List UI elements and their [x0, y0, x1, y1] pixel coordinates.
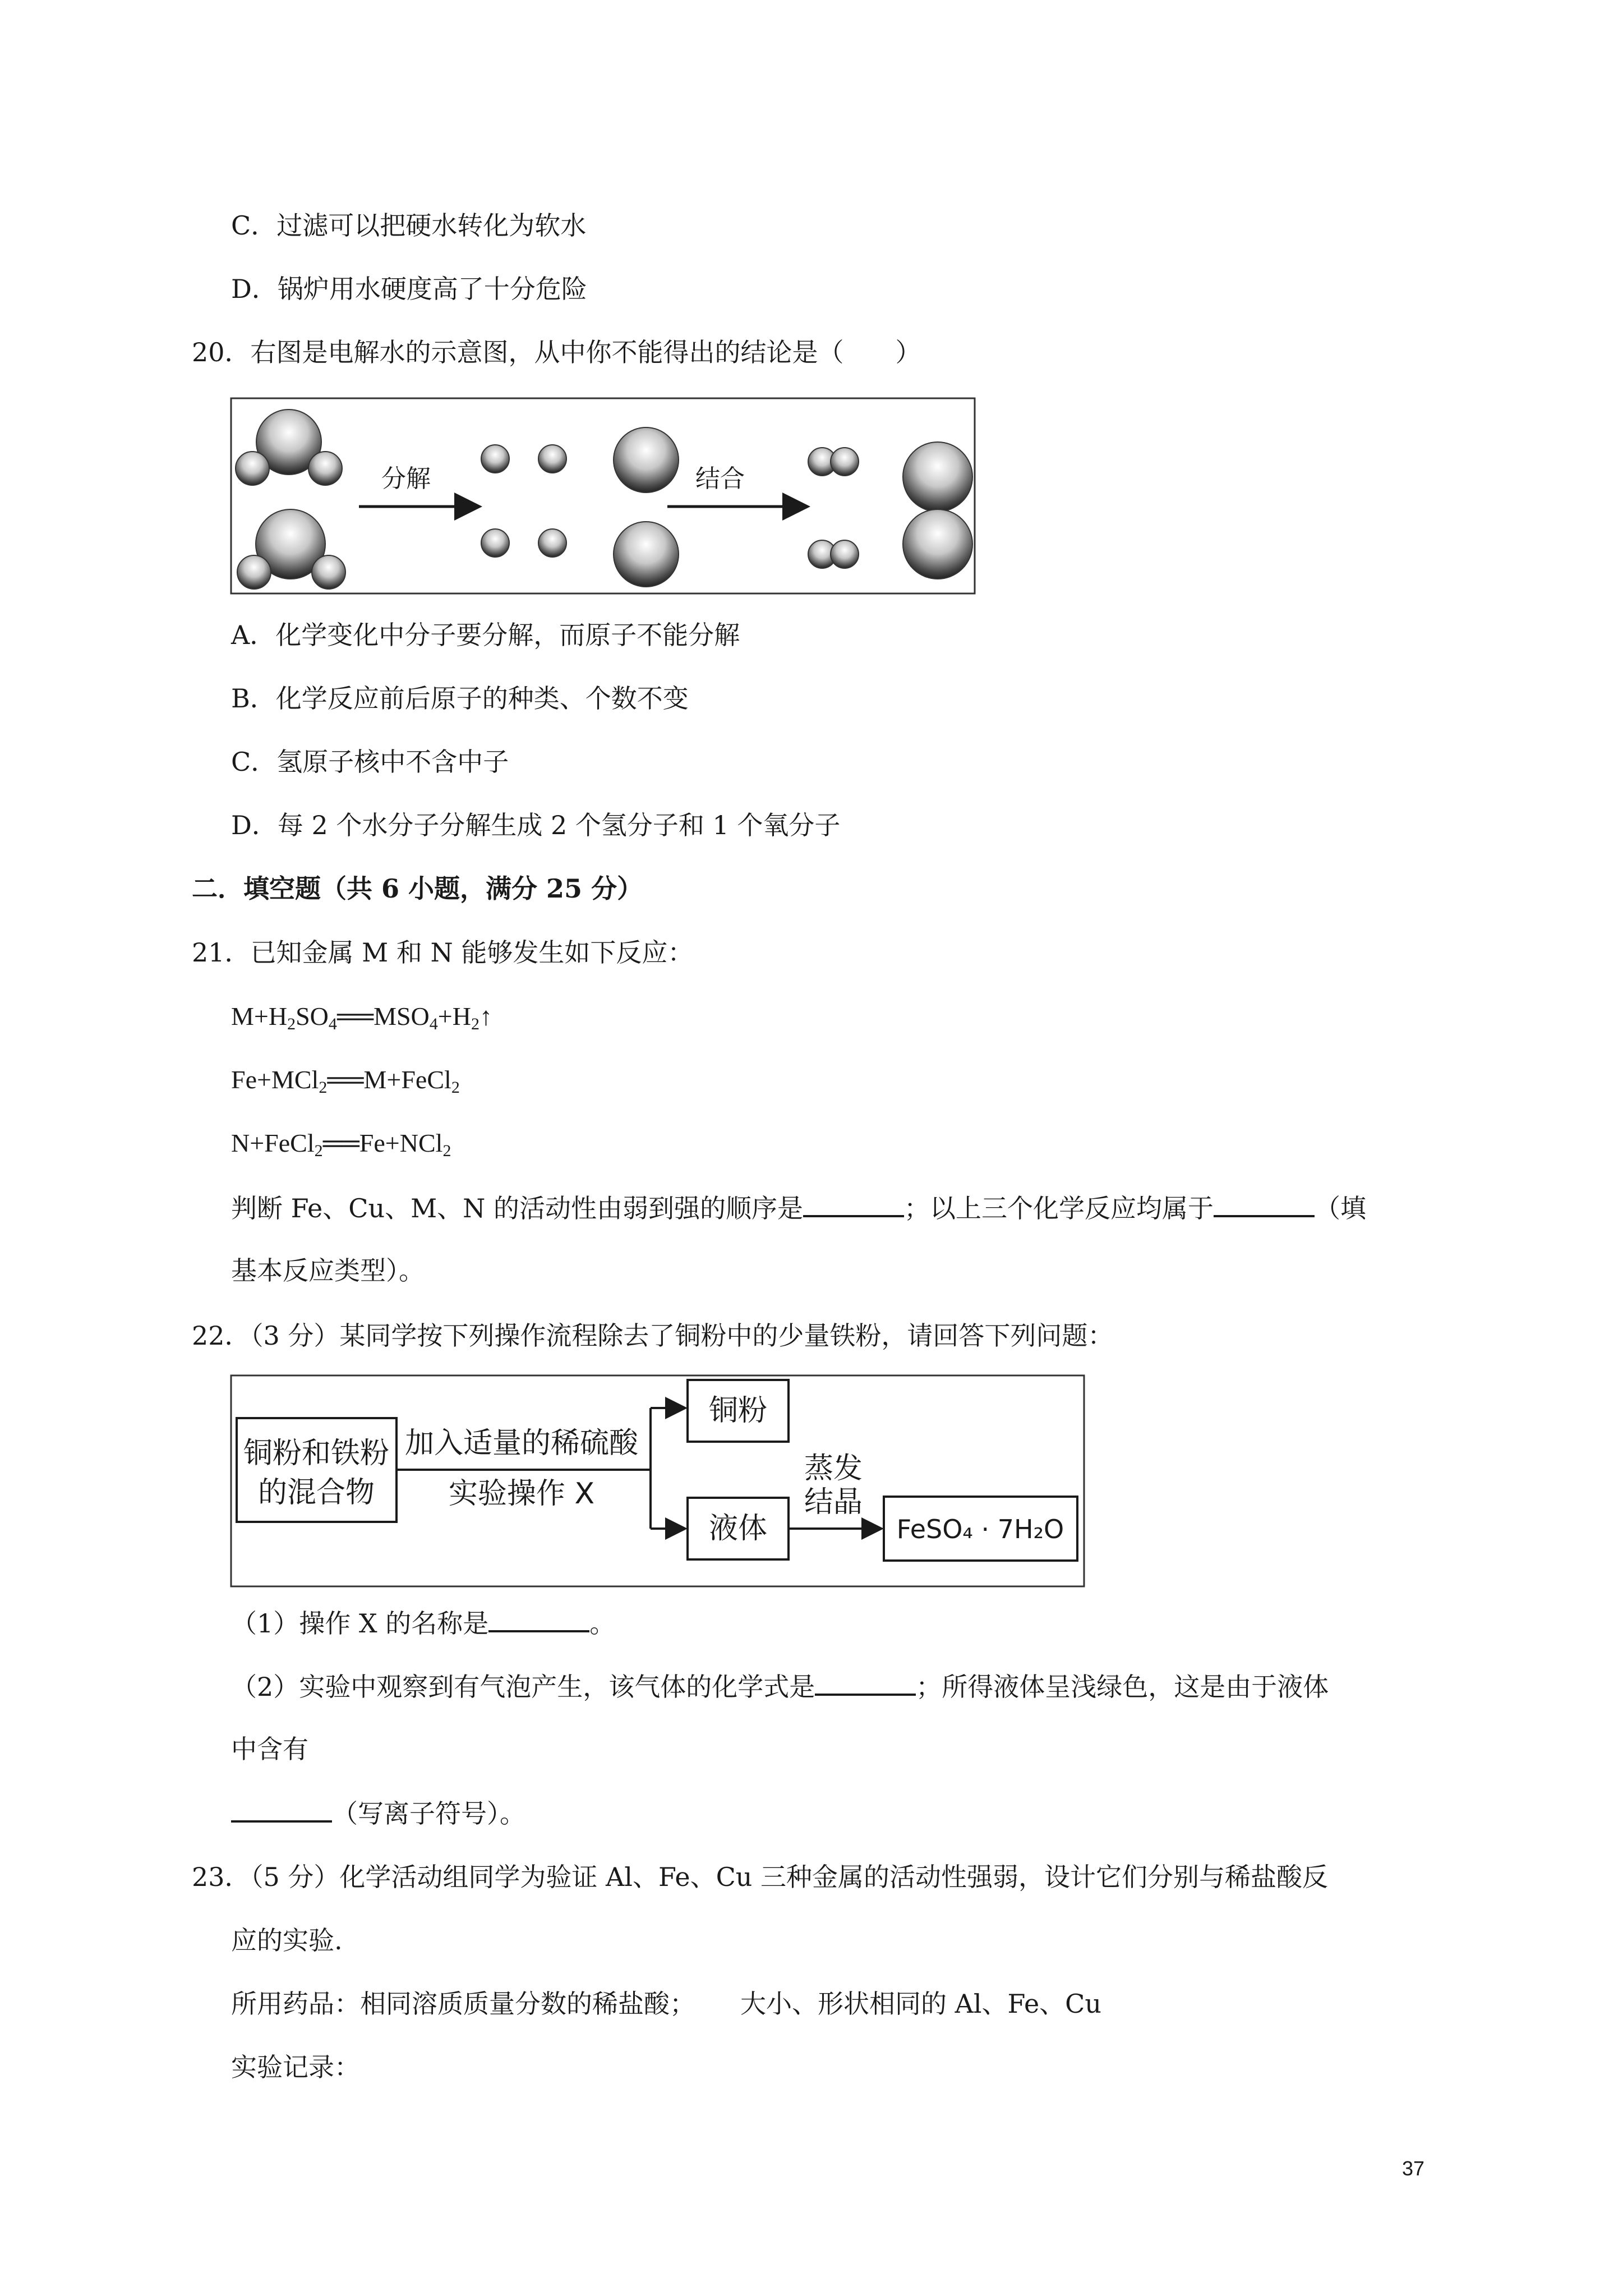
equation-3: N+FeCl$_2$══Fe+NCl$_2$ [231, 1129, 451, 1160]
liquid-label: 液体 [708, 1512, 768, 1545]
q21-question: 判断 Fe、Cu、M、N 的活动性由弱到强的顺序是 ；以上三个化学反应均属于 （填 [231, 1190, 1366, 1225]
section-heading: 二．填空题（共 6 小题，满分 25 分） [192, 873, 643, 904]
flowchart-diagram [230, 1374, 1085, 1588]
q23-stem-cont: 应的实验. [231, 1925, 343, 1955]
q19-option-d: D．锅炉用水硬度高了十分危险 [231, 274, 587, 304]
answer-blank-4[interactable] [815, 1669, 916, 1696]
q22-part2-end: （写离子符号）。 [231, 1796, 525, 1830]
decompose-label: 分解 [381, 464, 431, 493]
answer-blank-5[interactable] [231, 1796, 332, 1823]
q21-stem: 21．已知金属 M 和 N 能够发生如下反应： [192, 937, 694, 968]
answer-blank-2[interactable] [1214, 1190, 1315, 1217]
evaporate-label-1: 蒸发 [804, 1452, 863, 1485]
q21-question-cont: 基本反应类型）。 [231, 1255, 425, 1286]
step-label-2: 实验操作 X [448, 1477, 595, 1511]
evaporate-label-2: 结晶 [804, 1485, 863, 1519]
q22-part1: （1）操作 X 的名称是 。 [231, 1605, 615, 1640]
product-label: FeSO₄ · 7H₂O [896, 1514, 1064, 1544]
page-number: 37 [1402, 2157, 1425, 2180]
equation-1: $M+H_2SO_4══MSO_4+H_2↑$ [231, 1002, 492, 1033]
q20-option-d: D．每 2 个水分子分解生成 2 个氢分子和 1 个氧分子 [231, 810, 841, 840]
equation-2: Fe+MCl$_2$══M+FeCl$_2$ [231, 1065, 460, 1097]
q20-stem: 20．右图是电解水的示意图，从中你不能得出的结论是（ ） [192, 337, 921, 367]
copper-label: 铜粉 [708, 1394, 768, 1428]
q23-record: 实验记录： [231, 2052, 360, 2082]
electrolysis-diagram [230, 397, 976, 595]
q22-part2-cont: 中含有 [231, 1734, 308, 1764]
answer-blank-3[interactable] [488, 1605, 589, 1632]
mixture-label-2: 的混合物 [257, 1476, 375, 1510]
q22-stem: 22．（3 分）某同学按下列操作流程除去了铜粉中的少量铁粉，请回答下列问题： [192, 1320, 1114, 1351]
q23-stem: 23．（5 分）化学活动组同学为验证 Al、Fe、Cu 三种金属的活动性强弱，设计它们分别与稀盐酸反 [192, 1862, 1329, 1892]
q20-option-a: A．化学变化中分子要分解，而原子不能分解 [231, 620, 740, 650]
mixture-label-1: 铜粉和铁粉 [243, 1437, 390, 1470]
step-label-1: 加入适量的稀硫酸 [404, 1427, 639, 1460]
q22-part2: （2）实验中观察到有气泡产生，该气体的化学式是 ；所得液体呈浅绿色，这是由于液体 [231, 1669, 1329, 1704]
q23-drugs: 所用药品：相同溶质质量分数的稀盐酸； 大小、形状相同的 Al、Fe、Cu [231, 1989, 1101, 2019]
answer-blank-1[interactable] [803, 1190, 904, 1217]
q19-option-c: C．过滤可以把硬水转化为软水 [231, 210, 587, 241]
q20-option-c: C．氢原子核中不含中子 [231, 747, 509, 777]
q20-option-b: B．化学反应前后原子的种类、个数不变 [231, 683, 689, 714]
combine-label: 结合 [695, 464, 745, 493]
